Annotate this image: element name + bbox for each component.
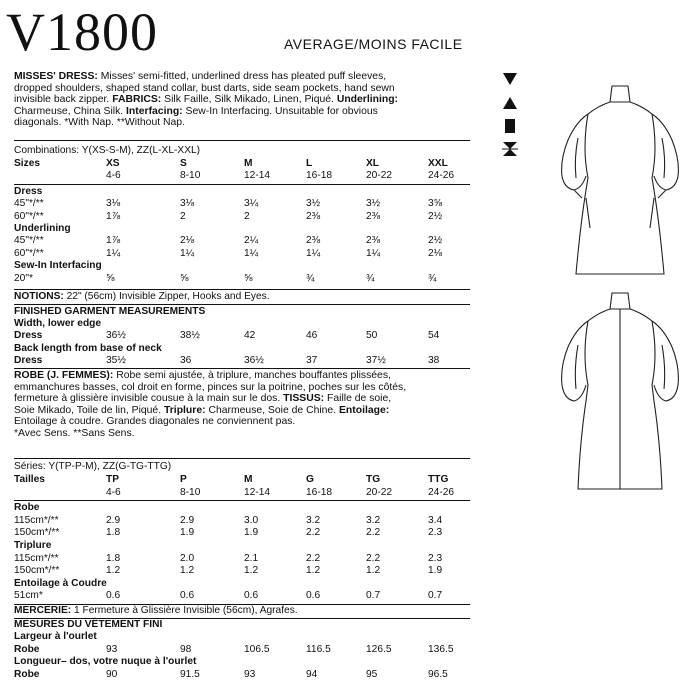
cell-value: 2.3	[428, 527, 443, 539]
description-line	[14, 370, 472, 382]
divider	[14, 304, 470, 305]
cell-value: 2.2	[306, 552, 321, 564]
description-heading: Triplure:	[163, 404, 209, 416]
cell-value: 42	[244, 330, 256, 342]
description-text: Faille de soie,	[327, 393, 392, 405]
measurement-value: 24-26	[428, 486, 455, 498]
description-heading: ROBE (J. FEMMES):	[14, 370, 117, 381]
table-row	[14, 330, 474, 342]
cell-value: 1.2	[306, 565, 321, 577]
description-line	[14, 71, 472, 83]
cell-value: 136.5	[428, 643, 454, 655]
cell-value: 1.9	[428, 565, 443, 577]
size-label: XXL	[428, 158, 448, 169]
cell-value: 2.3	[428, 552, 443, 564]
cell-value: 3.2	[306, 514, 321, 526]
cell-value: 1¼	[244, 247, 259, 259]
mercerie-text: 1 Fermeture à Glissière Invisible (56cm), Agrafes.	[74, 605, 298, 616]
square-icon	[502, 118, 518, 134]
size-label: XS	[106, 158, 120, 169]
description-text: fermeture à glissière invisible cousue à la main sur le dos.	[14, 393, 284, 405]
measurement-value: 20-22	[366, 170, 393, 182]
cell-value: 3⅛	[106, 198, 121, 210]
mesures-title: MESURES DU VÊTEMENT FINI	[14, 619, 163, 630]
cell-value: 36½	[106, 330, 126, 342]
cell-value: ¾	[366, 272, 375, 284]
divider	[14, 458, 470, 459]
cell-value: 38	[428, 355, 440, 367]
notions-line	[14, 291, 270, 302]
table-row	[14, 235, 474, 247]
cell-value: 2	[180, 210, 186, 222]
dress-front-sketch	[548, 78, 693, 278]
table-row	[14, 590, 474, 602]
cell-value: 1.9	[180, 527, 195, 539]
measurement-value: 24-26	[428, 170, 455, 182]
cell-value: 0.7	[428, 590, 443, 602]
description-line	[14, 117, 472, 129]
measurement-value: 4-6	[106, 486, 121, 498]
combinations-line: Combinations: Y(XS-S-M), ZZ(L-XL-XXL)	[14, 145, 201, 156]
cell-value: 36½	[244, 355, 264, 367]
cell-value: 93	[244, 668, 256, 680]
cell-value: 0.6	[106, 590, 121, 602]
cell-value: 1.9	[244, 527, 259, 539]
size-label: TTG	[428, 474, 449, 485]
table-row	[14, 198, 474, 210]
cell-value: 2.0	[180, 552, 195, 564]
description-text: invisible back zipper.	[14, 94, 113, 106]
row-label: 45"*/**	[14, 235, 44, 247]
cell-value: 2.2	[366, 527, 381, 539]
cell-value: 3⅝	[428, 198, 443, 210]
description-heading: Entoilage:	[339, 404, 390, 416]
cell-value: 2.2	[306, 527, 321, 539]
size-label: TG	[366, 474, 381, 485]
description-heading: FABRICS:	[112, 94, 165, 106]
cell-value: 54	[428, 330, 440, 342]
table-row	[14, 553, 474, 565]
cell-value: 2.2	[366, 552, 381, 564]
description-text: Robe semi ajustée, à triplure, manches bouffantes plissées,	[116, 370, 391, 381]
cell-value: 1¼	[106, 247, 121, 259]
sizes-label: Tailles	[14, 474, 45, 485]
description-text: emmanchures basses, col droit en forme, pinces sur la poitrine, poches sur les côtés,	[14, 381, 407, 393]
row-label: Entoilage à Coudre	[14, 577, 107, 589]
description-heading: Interfacing:	[126, 105, 186, 117]
row-label: Sew-In Interfacing	[14, 260, 102, 272]
cell-value: 1¼	[180, 247, 195, 259]
row-label: Robe	[14, 668, 40, 680]
cell-value: 50	[366, 330, 378, 342]
description-line	[14, 428, 472, 440]
section-heading	[14, 260, 474, 272]
description-line	[14, 405, 472, 417]
table-row	[14, 527, 474, 539]
size-label: L	[306, 158, 313, 169]
measurement-value: 8-10	[180, 486, 201, 498]
cell-value: 0.6	[180, 590, 195, 602]
measurement-value: 12-14	[244, 170, 271, 182]
cell-value: 1.2	[180, 565, 195, 577]
row-label: 60"*/**	[14, 210, 44, 222]
size-label: M	[244, 158, 253, 169]
cell-value: 46	[306, 330, 318, 342]
cell-value: 93	[106, 643, 118, 655]
cell-value: 2.9	[106, 514, 121, 526]
size-label: XL	[366, 158, 380, 169]
french-description	[14, 370, 472, 440]
cell-value: 1⅞	[106, 210, 121, 222]
cell-value: 1.8	[106, 527, 121, 539]
cell-value: 126.5	[366, 643, 392, 655]
series-line: Séries: Y(TP-P-M), ZZ(G-TG-TTG)	[14, 461, 172, 472]
finished-measurements-title: FINISHED GARMENT MEASUREMENTS	[14, 306, 206, 317]
row-label: Robe	[14, 643, 40, 655]
cell-value: 1⅞	[106, 235, 121, 247]
mercerie-heading: MERCERIE:	[14, 605, 74, 616]
table-row	[14, 355, 474, 367]
measurement-value: 4-6	[106, 170, 121, 182]
table-row	[14, 565, 474, 577]
cell-value: 37	[306, 355, 318, 367]
description-text: diagonals. *With Nap. **Without Nap.	[14, 117, 185, 129]
size-header-row	[14, 474, 474, 486]
cell-value: 3½	[306, 198, 321, 210]
mercerie-line	[14, 605, 298, 616]
description-line	[14, 106, 472, 118]
divider	[14, 289, 470, 290]
cell-value: 2½	[428, 210, 443, 222]
row-label: Dress	[14, 185, 43, 197]
cell-value: 37½	[366, 355, 386, 367]
cell-value: ⅝	[244, 272, 253, 284]
cell-value: 36	[180, 355, 192, 367]
row-label: 150cm*/**	[14, 527, 60, 539]
cell-value: 3⅛	[180, 198, 195, 210]
divider	[14, 368, 470, 369]
description-text: Sew-In Interfacing. Unsuitable for obvious	[185, 105, 378, 117]
cell-value: 3.2	[366, 514, 381, 526]
table-row	[14, 248, 474, 260]
cell-value: 2	[244, 210, 250, 222]
cell-value: 2⅜	[366, 210, 381, 222]
row-label: Triplure	[14, 540, 52, 551]
cell-value: ¾	[428, 272, 437, 284]
description-text: Entoilage à coudre. Grandes diagonales ne conviennent pas.	[14, 416, 296, 428]
description-line	[14, 94, 472, 106]
cell-value: 2½	[428, 235, 443, 247]
section-heading	[14, 318, 474, 330]
table-row	[14, 644, 474, 656]
section-heading	[14, 343, 474, 355]
cell-value: 1.8	[106, 552, 121, 564]
row-label: Robe	[14, 502, 40, 514]
section-heading	[14, 186, 474, 198]
cell-value: ¾	[306, 272, 315, 284]
row-label: Dress	[14, 355, 43, 367]
section-heading	[14, 631, 474, 643]
size-label: P	[180, 474, 187, 485]
cell-value: ⅝	[180, 272, 189, 284]
row-label: Width, lower edge	[14, 318, 102, 329]
row-label: 20"*	[14, 272, 33, 284]
measurement-value: 16-18	[306, 170, 333, 182]
cell-value: 90	[106, 668, 118, 680]
row-label: 45"*/**	[14, 198, 44, 210]
cell-value: 2⅜	[306, 235, 321, 247]
cell-value: 1.2	[244, 565, 259, 577]
cell-value: 106.5	[244, 643, 270, 655]
section-heading	[14, 223, 474, 235]
cell-value: 96.5	[428, 668, 448, 680]
row-label: 115cm*/**	[14, 514, 59, 526]
row-label: Dress	[14, 330, 43, 342]
notions-heading: NOTIONS:	[14, 291, 67, 302]
cell-value: 2⅜	[306, 210, 321, 222]
description-text: Soie Mikado, Toile de lin, Piqué.	[14, 404, 164, 416]
description-line	[14, 416, 472, 428]
row-label: 115cm*/**	[14, 552, 59, 564]
notions-text: 22" (56cm) Invisible Zipper, Hooks and Eyes.	[66, 291, 270, 302]
cell-value: 38½	[180, 330, 200, 342]
description-heading: MISSES' DRESS:	[14, 71, 101, 82]
cell-value: 0.7	[366, 590, 381, 602]
description-text: Charmeuse, China Silk.	[14, 105, 127, 117]
cell-value: ⅝	[106, 272, 115, 284]
cell-value: 2⅜	[366, 235, 381, 247]
cell-value: 3¼	[244, 198, 259, 210]
cell-value: 98	[180, 643, 192, 655]
cell-value: 91.5	[180, 668, 200, 680]
description-text: *Avec Sens. **Sans Sens.	[14, 427, 135, 439]
divider	[14, 184, 470, 185]
description-line	[14, 382, 472, 394]
description-heading: Underlining:	[336, 94, 399, 106]
measurement-value: 20-22	[366, 486, 393, 498]
row-label: 150cm*/**	[14, 565, 60, 577]
cell-value: 2⅛	[428, 247, 443, 259]
description-text: Misses' semi-fitted, underlined dress has pleated puff sleeves,	[100, 71, 387, 82]
cell-value: 94	[306, 668, 318, 680]
cell-value: 3.0	[244, 514, 259, 526]
cell-value: 0.6	[306, 590, 321, 602]
cell-value: 1¼	[366, 247, 381, 259]
row-label: Back length from base of neck	[14, 342, 162, 354]
divider	[14, 140, 470, 141]
cell-value: 95	[366, 668, 378, 680]
cell-value: 1.2	[106, 565, 121, 577]
row-label: 51cm*	[14, 590, 43, 602]
cell-value: 1.2	[366, 565, 381, 577]
measurement-value: 12-14	[244, 486, 271, 498]
cell-value: 3½	[366, 198, 381, 210]
triangle-up-icon	[502, 95, 518, 111]
table-row	[14, 515, 474, 527]
description-line	[14, 393, 472, 405]
cell-value: 35½	[106, 355, 126, 367]
size-label: TP	[106, 474, 120, 485]
section-heading	[14, 578, 474, 590]
table-row	[14, 669, 474, 681]
row-label: Underlining	[14, 223, 71, 234]
measurement-row	[14, 170, 474, 182]
size-label: M	[244, 474, 253, 485]
description-text: Charmeuse, Soie de Chine.	[208, 404, 339, 416]
difficulty-level: AVERAGE/MOINS FACILE	[284, 36, 463, 52]
cell-value: 3.4	[428, 514, 443, 526]
cell-value: 2¼	[244, 235, 259, 247]
row-label: Longueur– dos, votre nuque à l'ourlet	[14, 656, 197, 668]
row-label: Largeur à l'ourlet	[14, 631, 97, 642]
dress-back-sketch	[548, 285, 693, 495]
cell-value: 2.9	[180, 514, 195, 526]
description-text: dropped shoulders, shaped stand collar, bust darts, side seam pockets, hand sewn	[14, 82, 395, 94]
section-heading	[14, 540, 474, 552]
description-heading: TISSUS:	[283, 393, 328, 405]
hourglass-icon	[502, 141, 518, 157]
description-text: Silk Faille, Silk Mikado, Linen, Piqué.	[164, 94, 337, 106]
divider	[14, 500, 470, 501]
cell-value: 1¼	[306, 247, 321, 259]
english-description	[14, 71, 472, 129]
cell-value: 2.1	[244, 552, 259, 564]
table-row	[14, 273, 474, 285]
sizes-label: Sizes	[14, 158, 41, 169]
description-line	[14, 83, 472, 95]
cell-value: 2⅛	[180, 235, 195, 247]
cell-value: 0.6	[244, 590, 259, 602]
size-label: G	[306, 474, 314, 485]
measurement-value: 16-18	[306, 486, 333, 498]
triangle-down-icon	[502, 71, 518, 87]
measurement-value: 8-10	[180, 170, 201, 182]
section-heading	[14, 502, 474, 514]
size-header-row	[14, 158, 474, 170]
table-row	[14, 211, 474, 223]
size-label: S	[180, 158, 187, 169]
cell-value: 116.5	[306, 643, 331, 655]
pattern-number: V1800	[6, 2, 158, 62]
row-label: 60"*/**	[14, 247, 44, 259]
section-heading	[14, 656, 474, 668]
measurement-row	[14, 487, 474, 499]
